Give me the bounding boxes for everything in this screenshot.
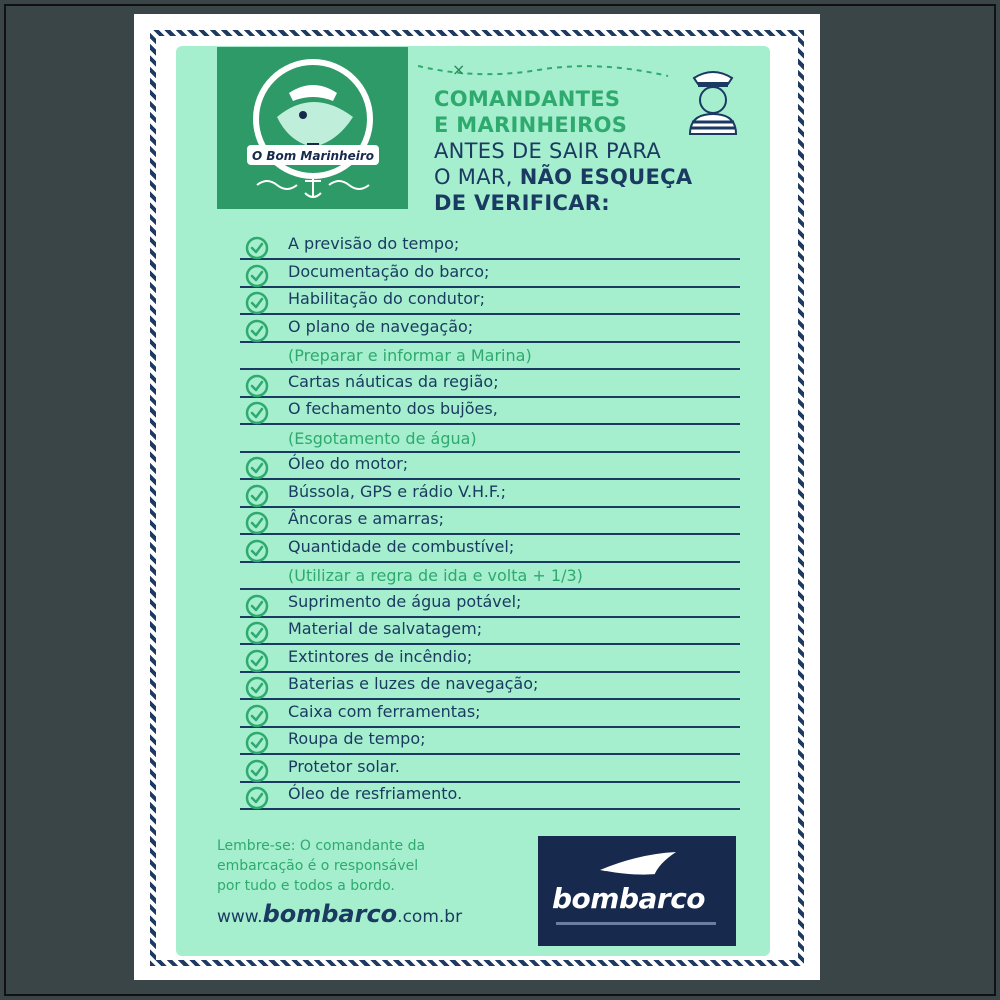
check-circle-icon	[245, 456, 269, 480]
check-circle-icon	[245, 649, 269, 673]
logo-badge	[217, 47, 408, 209]
checklist-item	[240, 233, 740, 260]
checklist-item	[240, 316, 740, 343]
checklist-item	[240, 756, 740, 783]
check-circle-icon	[245, 676, 269, 700]
headline-line-4	[434, 164, 692, 190]
checklist-note	[240, 426, 740, 453]
checklist-item-text: Suprimento de água potável;	[288, 592, 522, 611]
checklist-item	[240, 591, 740, 618]
checklist-item-text: Óleo do motor;	[288, 454, 409, 473]
website-suffix: .com.br	[397, 907, 463, 927]
reminder-line-1: Lembre-se: O comandante da	[217, 838, 426, 854]
website-prefix: www.	[217, 907, 263, 927]
checklist-item	[240, 481, 740, 508]
checklist-item	[240, 288, 740, 315]
reminder-line-2: embarcação é o responsável	[217, 858, 419, 874]
reminder-line-3: por tudo e todos a bordo.	[217, 878, 395, 894]
headline-line-2: E MARINHEIROS	[434, 113, 628, 137]
sailor-icon	[682, 64, 744, 136]
checklist-item	[240, 728, 740, 755]
checklist-item-text: Documentação do barco;	[288, 262, 490, 281]
check-circle-icon	[245, 374, 269, 398]
check-circle-icon	[245, 484, 269, 508]
checklist-item-text: Habilitação do condutor;	[288, 289, 485, 308]
check-circle-icon	[245, 319, 269, 343]
check-circle-icon	[245, 704, 269, 728]
check-circle-icon	[245, 621, 269, 645]
checklist-note-text: (Esgotamento de água)	[288, 429, 477, 448]
headline-line-1: COMANDANTES	[434, 87, 621, 111]
checklist-item-text: O plano de navegação;	[288, 317, 474, 336]
checklist-item	[240, 536, 740, 563]
checklist-item	[240, 618, 740, 645]
check-circle-icon	[245, 594, 269, 618]
checklist-note	[240, 563, 740, 590]
checklist-note-text: (Preparar e informar a Marina)	[288, 346, 532, 365]
checklist-note	[240, 343, 740, 370]
checklist-item-text: Protetor solar.	[288, 757, 400, 776]
checklist-item	[240, 371, 740, 398]
checklist-item	[240, 673, 740, 700]
brand-name: bombarco	[552, 882, 706, 915]
checklist-item	[240, 783, 740, 810]
checklist-item	[240, 453, 740, 480]
check-circle-icon	[245, 264, 269, 288]
checklist-item	[240, 398, 740, 425]
checklist-item-text: Cartas náuticas da região;	[288, 372, 499, 391]
headline-line-5: DE VERIFICAR:	[434, 191, 610, 215]
checklist-item-text: O fechamento dos bujões,	[288, 399, 498, 418]
website-link[interactable]	[217, 900, 462, 928]
check-circle-icon	[245, 291, 269, 315]
checklist-item-text: Bússola, GPS e rádio V.H.F.;	[288, 482, 506, 501]
sailor-fish-logo-icon	[217, 47, 408, 209]
logo-text: O Bom Marinheiro	[251, 149, 375, 163]
checklist-item	[240, 261, 740, 288]
x-mark-icon: ×	[452, 60, 466, 79]
checklist-item-text: Caixa com ferramentas;	[288, 702, 481, 721]
website-brand: bombarco	[262, 900, 398, 928]
checklist-item	[240, 646, 740, 673]
check-circle-icon	[245, 401, 269, 425]
reminder-note	[217, 836, 537, 896]
checklist-item-text: Baterias e luzes de navegação;	[288, 674, 539, 693]
checklist-item	[240, 508, 740, 535]
check-circle-icon	[245, 236, 269, 260]
checklist-item-text: Óleo de resfriamento.	[288, 784, 463, 803]
checklist-item-text: Extintores de incêndio;	[288, 647, 473, 666]
headline-line-4-prefix: O MAR,	[434, 165, 520, 189]
check-circle-icon	[245, 731, 269, 755]
headline-line-4-bold: NÃO ESQUEÇA	[519, 165, 693, 189]
checklist-item-text: Roupa de tempo;	[288, 729, 426, 748]
brand-tagline-bar	[556, 922, 716, 925]
checklist-item-text: Quantidade de combustível;	[288, 537, 515, 556]
checklist-item-text: Material de salvatagem;	[288, 619, 483, 638]
checklist-item-text: Âncoras e amarras;	[288, 509, 445, 528]
check-circle-icon	[245, 786, 269, 810]
checklist-note-text: (Utilizar a regra de ida e volta + 1/3)	[288, 566, 583, 585]
brand-logo	[538, 836, 736, 946]
boat-icon	[598, 848, 678, 880]
check-circle-icon	[245, 539, 269, 563]
headline-line-3: ANTES DE SAIR PARA	[434, 139, 662, 163]
check-circle-icon	[245, 759, 269, 783]
check-circle-icon	[245, 511, 269, 535]
checklist-item-text: A previsão do tempo;	[288, 234, 460, 253]
checklist-item	[240, 701, 740, 728]
